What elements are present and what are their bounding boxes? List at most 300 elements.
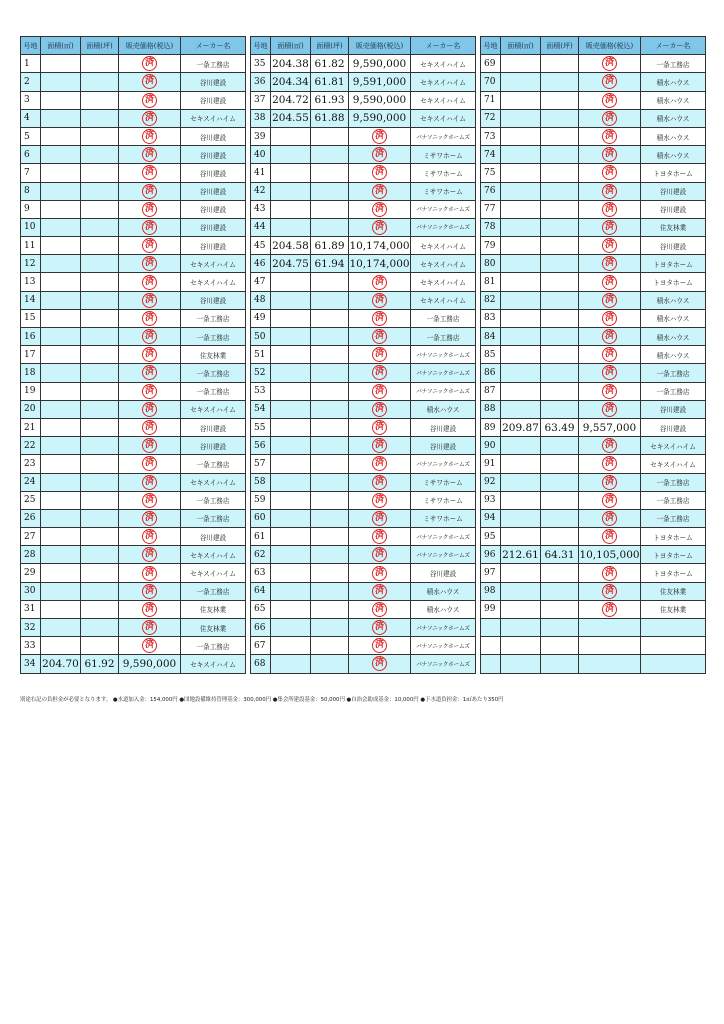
sold-stamp-icon: 済 bbox=[142, 420, 157, 435]
sold-stamp-icon: 済 bbox=[142, 602, 157, 617]
table-row bbox=[21, 55, 246, 73]
price bbox=[579, 255, 641, 273]
sold-stamp-icon: 済 bbox=[602, 566, 617, 581]
area-tsubo: 61.93 bbox=[311, 91, 349, 109]
maker-name: 積水ハウス bbox=[641, 309, 706, 327]
area-tsubo bbox=[311, 146, 349, 164]
sold-stamp-icon: 済 bbox=[602, 184, 617, 199]
price bbox=[119, 491, 181, 509]
area-tsubo bbox=[81, 637, 119, 655]
table-row bbox=[481, 364, 706, 382]
area-tsubo bbox=[541, 455, 579, 473]
area-tsubo bbox=[81, 600, 119, 618]
area-m2 bbox=[41, 91, 81, 109]
lot-number: 43 bbox=[251, 200, 271, 218]
table-row bbox=[481, 546, 706, 564]
area-m2 bbox=[41, 364, 81, 382]
lot-number: 14 bbox=[21, 291, 41, 309]
table-row bbox=[21, 619, 246, 637]
maker-name: 住友林業 bbox=[181, 600, 246, 618]
area-tsubo bbox=[81, 146, 119, 164]
lot-number: 85 bbox=[481, 346, 501, 364]
area-tsubo bbox=[541, 91, 579, 109]
area-m2 bbox=[501, 328, 541, 346]
sold-stamp-icon: 済 bbox=[142, 74, 157, 89]
maker-name: 谷川建設 bbox=[181, 437, 246, 455]
area-m2 bbox=[41, 437, 81, 455]
header-row bbox=[21, 37, 246, 55]
area-tsubo bbox=[541, 146, 579, 164]
table-row bbox=[481, 600, 706, 618]
table-row bbox=[251, 164, 476, 182]
maker-name: 積水ハウス bbox=[641, 346, 706, 364]
maker-name: 谷川建設 bbox=[181, 528, 246, 546]
maker-name: 一条工務店 bbox=[181, 382, 246, 400]
sold-stamp-icon: 済 bbox=[602, 129, 617, 144]
lot-number: 4 bbox=[21, 109, 41, 127]
lot-number: 94 bbox=[481, 509, 501, 527]
maker-name: 積水ハウス bbox=[641, 73, 706, 91]
lot-number: 7 bbox=[21, 164, 41, 182]
maker-name: 積水ハウス bbox=[411, 400, 476, 418]
area-m2 bbox=[41, 146, 81, 164]
maker-name: 谷川建設 bbox=[181, 182, 246, 200]
maker-name: 住友林業 bbox=[641, 218, 706, 236]
sold-stamp-icon: 済 bbox=[602, 602, 617, 617]
price-header: 販売価格(税込) bbox=[119, 37, 181, 55]
area-tsubo bbox=[311, 473, 349, 491]
price bbox=[579, 273, 641, 291]
sold-stamp-icon: 済 bbox=[142, 56, 157, 71]
lot-number: 5 bbox=[21, 127, 41, 145]
area-m2 bbox=[501, 200, 541, 218]
sold-stamp-icon: 済 bbox=[602, 511, 617, 526]
lot-number: 8 bbox=[21, 182, 41, 200]
area-m2 bbox=[271, 382, 311, 400]
maker-name: セキスイハイム bbox=[181, 564, 246, 582]
lot-number: 19 bbox=[21, 382, 41, 400]
area-m2 bbox=[271, 564, 311, 582]
maker-name: 一条工務店 bbox=[181, 582, 246, 600]
table-row bbox=[251, 619, 476, 637]
table-row bbox=[21, 418, 246, 436]
price bbox=[579, 127, 641, 145]
sold-stamp-icon: 済 bbox=[142, 347, 157, 362]
sold-stamp-icon: 済 bbox=[142, 365, 157, 380]
area-tsubo bbox=[311, 637, 349, 655]
area-tsubo bbox=[81, 437, 119, 455]
lot-number: 53 bbox=[251, 382, 271, 400]
price bbox=[119, 328, 181, 346]
table-row bbox=[251, 146, 476, 164]
area-m2 bbox=[271, 473, 311, 491]
table-row bbox=[251, 91, 476, 109]
sold-stamp-icon: 済 bbox=[372, 347, 387, 362]
sold-stamp-icon: 済 bbox=[372, 311, 387, 326]
table-row bbox=[21, 309, 246, 327]
area-tsubo bbox=[541, 528, 579, 546]
table-row bbox=[251, 309, 476, 327]
table-row bbox=[21, 109, 246, 127]
table-row bbox=[251, 418, 476, 436]
maker-name: パナソニックホームズ bbox=[411, 455, 476, 473]
sold-stamp-icon: 済 bbox=[602, 311, 617, 326]
price bbox=[579, 619, 641, 637]
maker-name: セキスイハイム bbox=[411, 255, 476, 273]
area-m2 bbox=[501, 619, 541, 637]
table-row bbox=[481, 582, 706, 600]
maker-name bbox=[641, 619, 706, 637]
maker-name: 住友林業 bbox=[181, 346, 246, 364]
price bbox=[579, 582, 641, 600]
area-tsubo bbox=[311, 455, 349, 473]
price bbox=[119, 273, 181, 291]
lot-number: 69 bbox=[481, 55, 501, 73]
lot-number: 80 bbox=[481, 255, 501, 273]
sold-stamp-icon: 済 bbox=[142, 566, 157, 581]
area-m2 bbox=[41, 127, 81, 145]
lot-number: 55 bbox=[251, 418, 271, 436]
lot-number: 26 bbox=[21, 509, 41, 527]
area-tsubo bbox=[311, 655, 349, 673]
area-tsubo bbox=[81, 200, 119, 218]
maker-name: 一条工務店 bbox=[411, 328, 476, 346]
sold-stamp-icon: 済 bbox=[372, 620, 387, 635]
maker-name: 住友林業 bbox=[641, 600, 706, 618]
area-m2-header: 面積(㎡) bbox=[271, 37, 311, 55]
area-tsubo bbox=[311, 309, 349, 327]
sold-stamp-icon: 済 bbox=[372, 547, 387, 562]
area-m2 bbox=[501, 455, 541, 473]
area-m2 bbox=[41, 455, 81, 473]
maker-name: 谷川建設 bbox=[181, 218, 246, 236]
price bbox=[579, 655, 641, 673]
table-row bbox=[21, 182, 246, 200]
maker-name: セキスイハイム bbox=[181, 546, 246, 564]
sold-stamp-icon: 済 bbox=[602, 275, 617, 290]
table-row bbox=[251, 437, 476, 455]
maker-name: ミサワホーム bbox=[411, 509, 476, 527]
price bbox=[349, 473, 411, 491]
area-tsubo bbox=[81, 309, 119, 327]
sold-stamp-icon: 済 bbox=[602, 402, 617, 417]
maker-name: 谷川建設 bbox=[411, 418, 476, 436]
maker-name: 一条工務店 bbox=[181, 309, 246, 327]
area-m2 bbox=[41, 346, 81, 364]
area-m2 bbox=[41, 491, 81, 509]
maker-name: パナソニックホームズ bbox=[411, 218, 476, 236]
price bbox=[349, 491, 411, 509]
area-m2 bbox=[501, 127, 541, 145]
price: 9,557,000 bbox=[579, 418, 641, 436]
area-tsubo: 64.31 bbox=[541, 546, 579, 564]
maker-name: パナソニックホームズ bbox=[411, 346, 476, 364]
price bbox=[579, 73, 641, 91]
area-m2 bbox=[41, 400, 81, 418]
sold-stamp-icon: 済 bbox=[142, 456, 157, 471]
table-row bbox=[21, 564, 246, 582]
area-tsubo bbox=[541, 400, 579, 418]
maker-name: パナソニックホームズ bbox=[411, 382, 476, 400]
sold-stamp-icon: 済 bbox=[602, 220, 617, 235]
sold-stamp-icon: 済 bbox=[142, 511, 157, 526]
lot-number: 82 bbox=[481, 291, 501, 309]
sold-stamp-icon: 済 bbox=[602, 93, 617, 108]
maker-name: 積水ハウス bbox=[641, 91, 706, 109]
lot-number: 15 bbox=[21, 309, 41, 327]
area-tsubo bbox=[541, 218, 579, 236]
maker-name: 一条工務店 bbox=[181, 455, 246, 473]
price bbox=[349, 564, 411, 582]
price bbox=[579, 237, 641, 255]
lot-number: 72 bbox=[481, 109, 501, 127]
table-row bbox=[481, 382, 706, 400]
table-row bbox=[21, 655, 246, 673]
lot-number: 89 bbox=[481, 418, 501, 436]
area-tsubo bbox=[81, 164, 119, 182]
table-row bbox=[251, 400, 476, 418]
area-m2 bbox=[271, 127, 311, 145]
lot-number: 57 bbox=[251, 455, 271, 473]
area-tsubo: 61.92 bbox=[81, 655, 119, 673]
lot-number: 93 bbox=[481, 491, 501, 509]
price bbox=[119, 582, 181, 600]
area-m2 bbox=[41, 218, 81, 236]
table-row bbox=[481, 619, 706, 637]
price bbox=[579, 91, 641, 109]
area-m2 bbox=[271, 637, 311, 655]
price bbox=[579, 328, 641, 346]
maker-name: 谷川建設 bbox=[641, 200, 706, 218]
area-tsubo bbox=[311, 582, 349, 600]
table-row bbox=[21, 491, 246, 509]
maker-name: 積水ハウス bbox=[411, 582, 476, 600]
sold-stamp-icon: 済 bbox=[142, 329, 157, 344]
lot-number: 12 bbox=[21, 255, 41, 273]
area-m2 bbox=[271, 528, 311, 546]
area-m2 bbox=[501, 55, 541, 73]
maker-name: セキスイハイム bbox=[411, 273, 476, 291]
maker-name: パナソニックホームズ bbox=[411, 637, 476, 655]
price bbox=[119, 364, 181, 382]
area-m2: 204.58 bbox=[271, 237, 311, 255]
price: 10,174,000 bbox=[349, 237, 411, 255]
maker-name: 積水ハウス bbox=[641, 328, 706, 346]
table-row bbox=[21, 528, 246, 546]
area-tsubo bbox=[311, 164, 349, 182]
maker-name: パナソニックホームズ bbox=[411, 127, 476, 145]
lot-number: 66 bbox=[251, 619, 271, 637]
lot-number: 27 bbox=[21, 528, 41, 546]
table-row bbox=[251, 364, 476, 382]
area-m2 bbox=[271, 655, 311, 673]
sold-stamp-icon: 済 bbox=[602, 56, 617, 71]
lot-number: 97 bbox=[481, 564, 501, 582]
area-m2 bbox=[271, 619, 311, 637]
maker-name: 谷川建設 bbox=[181, 237, 246, 255]
area-tsubo bbox=[311, 364, 349, 382]
table-row bbox=[21, 146, 246, 164]
table-row bbox=[21, 364, 246, 382]
area-tsubo bbox=[541, 346, 579, 364]
sold-stamp-icon: 済 bbox=[602, 293, 617, 308]
lot-number: 71 bbox=[481, 91, 501, 109]
sold-stamp-icon: 済 bbox=[372, 365, 387, 380]
table-row bbox=[21, 455, 246, 473]
price bbox=[579, 528, 641, 546]
sold-stamp-icon: 済 bbox=[372, 384, 387, 399]
price bbox=[119, 437, 181, 455]
lot-number: 60 bbox=[251, 509, 271, 527]
sold-stamp-icon: 済 bbox=[602, 438, 617, 453]
area-m2 bbox=[501, 655, 541, 673]
area-tsubo bbox=[541, 273, 579, 291]
price bbox=[119, 291, 181, 309]
sold-stamp-icon: 済 bbox=[372, 438, 387, 453]
price bbox=[119, 418, 181, 436]
lot-number: 32 bbox=[21, 619, 41, 637]
maker-name: トヨタホーム bbox=[641, 528, 706, 546]
area-tsubo bbox=[541, 637, 579, 655]
table-row bbox=[251, 564, 476, 582]
maker-name: 積水ハウス bbox=[641, 127, 706, 145]
maker-name: セキスイハイム bbox=[411, 55, 476, 73]
lot-number: 11 bbox=[21, 237, 41, 255]
maker-name: 一条工務店 bbox=[181, 509, 246, 527]
area-m2 bbox=[41, 200, 81, 218]
area-tsubo bbox=[81, 328, 119, 346]
table-row bbox=[21, 473, 246, 491]
lot-number: 95 bbox=[481, 528, 501, 546]
area-m2 bbox=[501, 364, 541, 382]
area-tsubo bbox=[81, 564, 119, 582]
area-m2 bbox=[41, 55, 81, 73]
price bbox=[579, 109, 641, 127]
sold-stamp-icon: 済 bbox=[602, 365, 617, 380]
table-row bbox=[21, 291, 246, 309]
sold-stamp-icon: 済 bbox=[602, 384, 617, 399]
price bbox=[119, 528, 181, 546]
maker-name: セキスイハイム bbox=[641, 437, 706, 455]
sold-stamp-icon: 済 bbox=[142, 129, 157, 144]
lot-number: 25 bbox=[21, 491, 41, 509]
table-row bbox=[251, 382, 476, 400]
lot-number: 23 bbox=[21, 455, 41, 473]
area-m2: 204.70 bbox=[41, 655, 81, 673]
table-row bbox=[251, 328, 476, 346]
area-m2 bbox=[41, 619, 81, 637]
price bbox=[119, 619, 181, 637]
area-m2 bbox=[41, 418, 81, 436]
price: 9,590,000 bbox=[119, 655, 181, 673]
sold-stamp-icon: 済 bbox=[372, 184, 387, 199]
maker-name: 一条工務店 bbox=[181, 637, 246, 655]
price bbox=[349, 364, 411, 382]
sold-stamp-icon: 済 bbox=[602, 456, 617, 471]
lot-number: 96 bbox=[481, 546, 501, 564]
price bbox=[579, 400, 641, 418]
sold-stamp-icon: 済 bbox=[142, 311, 157, 326]
lot-number: 9 bbox=[21, 200, 41, 218]
area-tsubo bbox=[81, 455, 119, 473]
sold-stamp-icon: 済 bbox=[372, 165, 387, 180]
sold-stamp-icon: 済 bbox=[142, 493, 157, 508]
sold-stamp-icon: 済 bbox=[372, 220, 387, 235]
area-tsubo bbox=[81, 473, 119, 491]
price bbox=[349, 309, 411, 327]
area-m2 bbox=[41, 473, 81, 491]
maker-name: トヨタホーム bbox=[641, 273, 706, 291]
area-m2 bbox=[501, 91, 541, 109]
table-row bbox=[21, 328, 246, 346]
area-tsubo bbox=[81, 109, 119, 127]
price-header: 販売価格(税込) bbox=[579, 37, 641, 55]
sold-stamp-icon: 済 bbox=[372, 529, 387, 544]
maker-name: パナソニックホームズ bbox=[411, 364, 476, 382]
price bbox=[119, 146, 181, 164]
maker-name: セキスイハイム bbox=[411, 109, 476, 127]
maker-name: セキスイハイム bbox=[411, 291, 476, 309]
header-row bbox=[481, 37, 706, 55]
maker-name: セキスイハイム bbox=[411, 237, 476, 255]
sold-stamp-icon: 済 bbox=[142, 238, 157, 253]
sold-stamp-icon: 済 bbox=[602, 347, 617, 362]
area-tsubo bbox=[81, 273, 119, 291]
table-row bbox=[481, 109, 706, 127]
price bbox=[349, 291, 411, 309]
area-m2 bbox=[271, 328, 311, 346]
lot-number: 77 bbox=[481, 200, 501, 218]
sold-stamp-icon: 済 bbox=[142, 620, 157, 635]
lot-number: 54 bbox=[251, 400, 271, 418]
price bbox=[579, 182, 641, 200]
table-row bbox=[251, 546, 476, 564]
area-m2-header: 面積(㎡) bbox=[501, 37, 541, 55]
table-row bbox=[251, 55, 476, 73]
area-tsubo bbox=[311, 273, 349, 291]
area-m2 bbox=[501, 164, 541, 182]
area-m2 bbox=[501, 382, 541, 400]
maker-name bbox=[641, 637, 706, 655]
maker-name bbox=[641, 655, 706, 673]
price bbox=[579, 218, 641, 236]
table-row bbox=[481, 400, 706, 418]
area-m2: 204.38 bbox=[271, 55, 311, 73]
lot-number-header: 号地 bbox=[21, 37, 41, 55]
lot-number: 45 bbox=[251, 237, 271, 255]
maker-name: 谷川建設 bbox=[181, 73, 246, 91]
lot-number: 84 bbox=[481, 328, 501, 346]
area-m2 bbox=[271, 146, 311, 164]
area-m2 bbox=[271, 455, 311, 473]
price bbox=[119, 73, 181, 91]
price bbox=[579, 309, 641, 327]
price bbox=[119, 546, 181, 564]
sold-stamp-icon: 済 bbox=[372, 493, 387, 508]
area-m2 bbox=[41, 164, 81, 182]
lot-number-header: 号地 bbox=[251, 37, 271, 55]
lot-number: 39 bbox=[251, 127, 271, 145]
area-tsubo bbox=[81, 346, 119, 364]
lot-number: 47 bbox=[251, 273, 271, 291]
area-tsubo bbox=[81, 127, 119, 145]
table-row bbox=[481, 164, 706, 182]
lot-number: 68 bbox=[251, 655, 271, 673]
area-tsubo bbox=[541, 382, 579, 400]
sold-stamp-icon: 済 bbox=[372, 293, 387, 308]
table-row bbox=[481, 182, 706, 200]
price bbox=[579, 200, 641, 218]
